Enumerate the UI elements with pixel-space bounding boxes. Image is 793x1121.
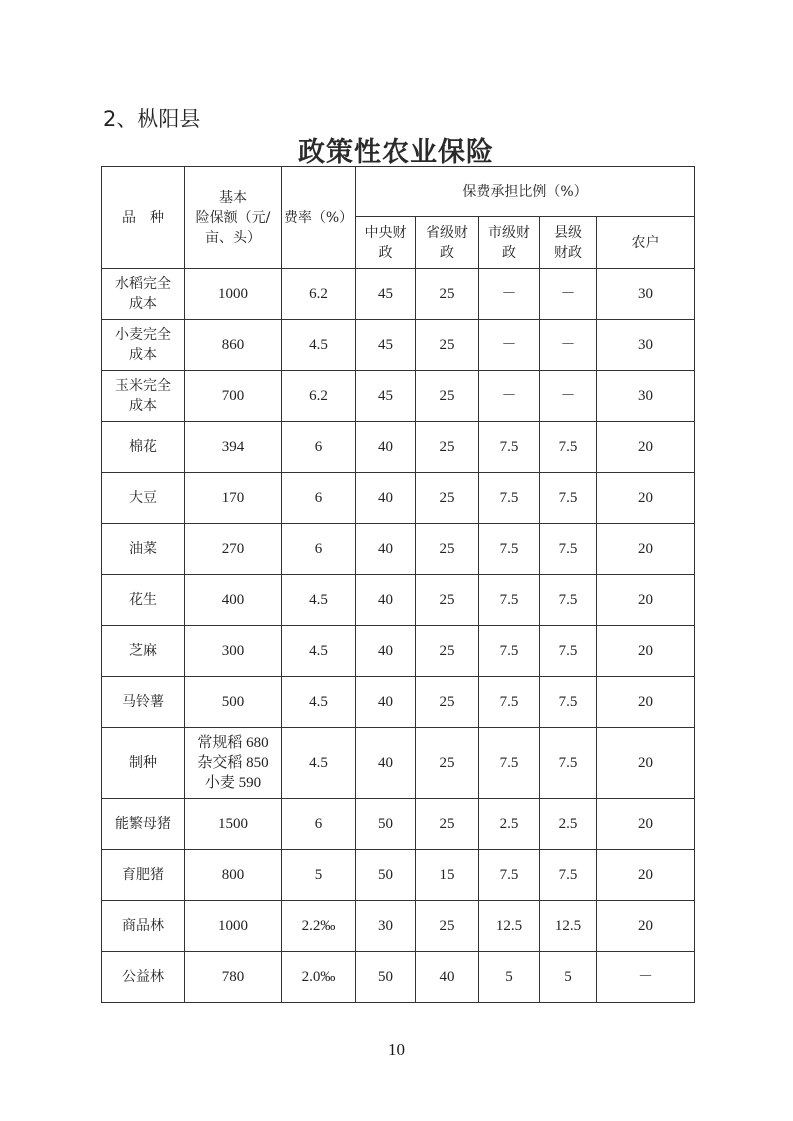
cell-farmer: 20	[597, 850, 695, 901]
cell-provincial: 25	[416, 422, 479, 473]
cell-variety: 公益林	[102, 952, 185, 1003]
table-row	[102, 422, 695, 473]
cell-city: 7.5	[479, 626, 540, 677]
cell-provincial: 15	[416, 850, 479, 901]
cell-county: 7.5	[540, 850, 597, 901]
cell-provincial: 25	[416, 901, 479, 952]
cell-rate: 6	[282, 473, 356, 524]
cell-farmer: 30	[597, 371, 695, 422]
table-row	[102, 626, 695, 677]
cell-provincial: 25	[416, 677, 479, 728]
cell-farmer: －	[597, 952, 695, 1003]
cell-amount: 1000	[185, 901, 282, 952]
cell-rate: 6.2	[282, 269, 356, 320]
table-row	[102, 850, 695, 901]
cell-amount: 170	[185, 473, 282, 524]
header-county: 县级 财政	[540, 217, 597, 269]
cell-rate: 4.5	[282, 320, 356, 371]
cell-county: 7.5	[540, 524, 597, 575]
header-farmer: 农户	[597, 217, 695, 269]
table-row	[102, 901, 695, 952]
cell-amount: 700	[185, 371, 282, 422]
cell-county: 7.5	[540, 728, 597, 799]
table-row	[102, 524, 695, 575]
cell-farmer: 20	[597, 677, 695, 728]
cell-city: 7.5	[479, 422, 540, 473]
cell-amount: 270	[185, 524, 282, 575]
cell-amount: 500	[185, 677, 282, 728]
table-row	[102, 320, 695, 371]
cell-amount: 800	[185, 850, 282, 901]
cell-farmer: 20	[597, 473, 695, 524]
cell-amount: 780	[185, 952, 282, 1003]
cell-central: 50	[356, 799, 416, 850]
cell-farmer: 20	[597, 728, 695, 799]
cell-central: 40	[356, 728, 416, 799]
cell-provincial: 25	[416, 473, 479, 524]
cell-farmer: 20	[597, 799, 695, 850]
cell-amount: 860	[185, 320, 282, 371]
cell-variety: 商品林	[102, 901, 185, 952]
cell-city: 7.5	[479, 473, 540, 524]
insurance-table	[101, 166, 695, 1003]
cell-provincial: 25	[416, 626, 479, 677]
cell-provincial: 25	[416, 799, 479, 850]
cell-county: 2.5	[540, 799, 597, 850]
cell-rate: 4.5	[282, 677, 356, 728]
header-central: 中央财 政	[356, 217, 416, 269]
cell-county: －	[540, 371, 597, 422]
cell-provincial: 40	[416, 952, 479, 1003]
cell-variety: 大豆	[102, 473, 185, 524]
cell-central: 40	[356, 524, 416, 575]
table-row	[102, 371, 695, 422]
cell-county: －	[540, 269, 597, 320]
cell-city: 7.5	[479, 850, 540, 901]
cell-city: 7.5	[479, 575, 540, 626]
cell-amount: 400	[185, 575, 282, 626]
cell-central: 50	[356, 850, 416, 901]
table-row	[102, 575, 695, 626]
cell-provincial: 25	[416, 524, 479, 575]
cell-central: 40	[356, 626, 416, 677]
cell-city: 7.5	[479, 728, 540, 799]
page-number: 10	[388, 1040, 405, 1059]
cell-rate: 6	[282, 799, 356, 850]
cell-county: 7.5	[540, 473, 597, 524]
cell-variety: 能繁母猪	[102, 799, 185, 850]
cell-city: 2.5	[479, 799, 540, 850]
cell-central: 45	[356, 371, 416, 422]
cell-variety: 油菜	[102, 524, 185, 575]
cell-central: 30	[356, 901, 416, 952]
cell-city: －	[479, 269, 540, 320]
table-row	[102, 269, 695, 320]
cell-city: 5	[479, 952, 540, 1003]
cell-city: 7.5	[479, 524, 540, 575]
cell-amount: 394	[185, 422, 282, 473]
header-provincial: 省级财 政	[416, 217, 479, 269]
cell-farmer: 20	[597, 626, 695, 677]
table-row	[102, 952, 695, 1003]
cell-variety: 制种	[102, 728, 185, 799]
cell-farmer: 30	[597, 269, 695, 320]
cell-provincial: 25	[416, 320, 479, 371]
cell-farmer: 20	[597, 575, 695, 626]
cell-county: 7.5	[540, 626, 597, 677]
table-row	[102, 799, 695, 850]
cell-farmer: 20	[597, 901, 695, 952]
cell-central: 40	[356, 422, 416, 473]
cell-city: －	[479, 371, 540, 422]
table-title: 政策性农业保险	[298, 137, 494, 168]
cell-city: 7.5	[479, 677, 540, 728]
cell-central: 45	[356, 320, 416, 371]
cell-rate: 6	[282, 422, 356, 473]
cell-provincial: 25	[416, 575, 479, 626]
cell-farmer: 30	[597, 320, 695, 371]
cell-city: －	[479, 320, 540, 371]
cell-rate: 4.5	[282, 626, 356, 677]
cell-variety: 花生	[102, 575, 185, 626]
cell-county: 7.5	[540, 677, 597, 728]
table-row	[102, 728, 695, 799]
cell-central: 45	[356, 269, 416, 320]
cell-variety: 水稻完全 成本	[102, 269, 185, 320]
cell-amount: 1500	[185, 799, 282, 850]
cell-variety: 芝麻	[102, 626, 185, 677]
cell-rate: 6.2	[282, 371, 356, 422]
cell-city: 12.5	[479, 901, 540, 952]
table-row	[102, 677, 695, 728]
cell-rate: 5	[282, 850, 356, 901]
cell-rate: 6	[282, 524, 356, 575]
cell-amount: 300	[185, 626, 282, 677]
cell-rate: 2.2‰	[282, 901, 356, 952]
cell-variety: 马铃薯	[102, 677, 185, 728]
cell-county: 5	[540, 952, 597, 1003]
cell-rate: 4.5	[282, 575, 356, 626]
cell-provincial: 25	[416, 269, 479, 320]
section-heading: 2、枞阳县	[103, 107, 201, 131]
cell-county: －	[540, 320, 597, 371]
cell-amount: 1000	[185, 269, 282, 320]
cell-provincial: 25	[416, 728, 479, 799]
cell-farmer: 20	[597, 422, 695, 473]
header-variety: 品 种	[102, 167, 185, 269]
cell-central: 40	[356, 473, 416, 524]
cell-amount: 常规稻 680 杂交稻 850 小麦 590	[185, 728, 282, 799]
header-amount: 基本 险保额（元/ 亩、头）	[185, 167, 282, 269]
cell-variety: 育肥猪	[102, 850, 185, 901]
header-share-group: 保费承担比例（%）	[356, 167, 695, 217]
cell-variety: 棉花	[102, 422, 185, 473]
cell-provincial: 25	[416, 371, 479, 422]
cell-central: 50	[356, 952, 416, 1003]
cell-variety: 玉米完全 成本	[102, 371, 185, 422]
cell-rate: 2.0‰	[282, 952, 356, 1003]
header-city: 市级财 政	[479, 217, 540, 269]
cell-county: 7.5	[540, 422, 597, 473]
cell-rate: 4.5	[282, 728, 356, 799]
cell-county: 12.5	[540, 901, 597, 952]
cell-variety: 小麦完全 成本	[102, 320, 185, 371]
table-row	[102, 473, 695, 524]
cell-central: 40	[356, 575, 416, 626]
cell-county: 7.5	[540, 575, 597, 626]
cell-farmer: 20	[597, 524, 695, 575]
header-rate: 费率（%）	[282, 167, 356, 269]
cell-central: 40	[356, 677, 416, 728]
